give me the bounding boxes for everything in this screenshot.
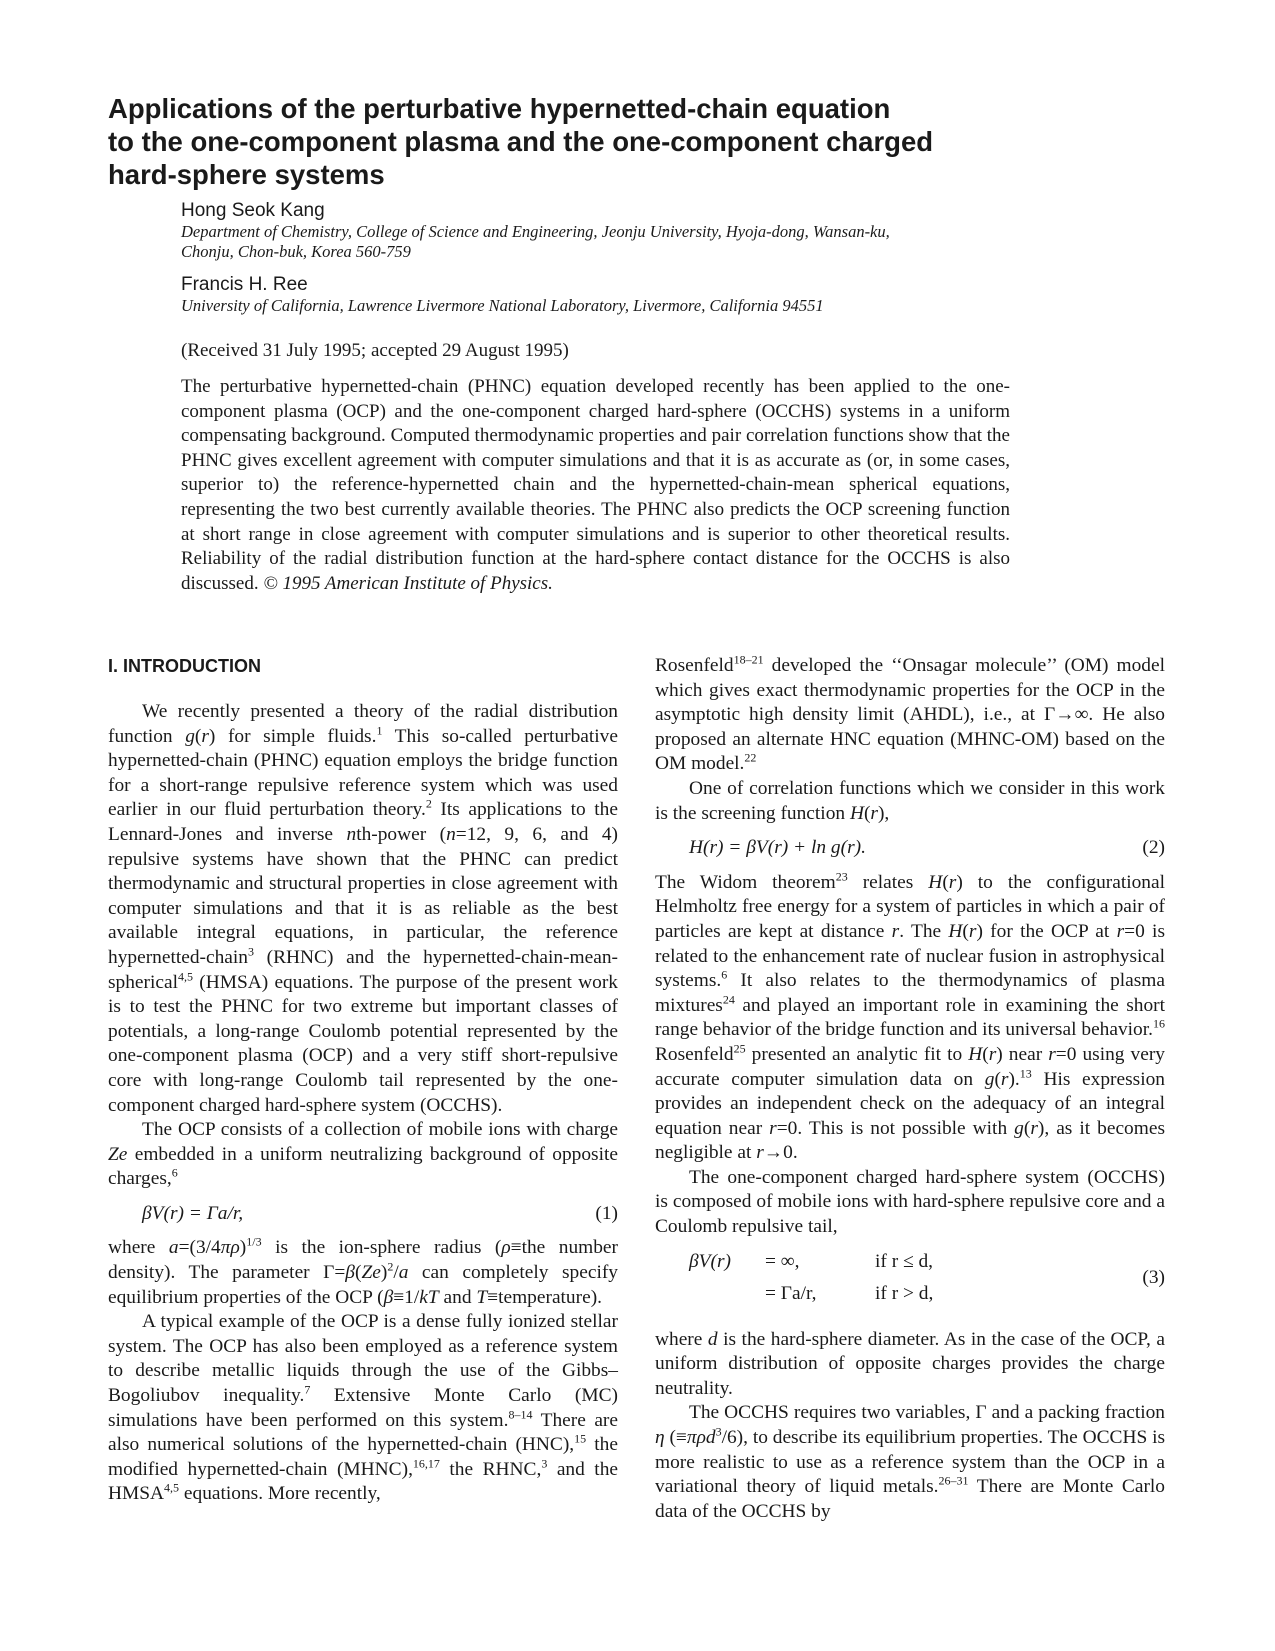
paragraph: where d is the hard-sphere diameter. As in the case of the OCP, a uniform distribution of opposite charges provides the charge neutrality. [655, 1328, 1166, 1399]
equation-number: (1) [595, 1202, 618, 1224]
affiliation-line: University of California, Lawrence Livermore National Laboratory, Livermore, California 94551 [181, 296, 824, 315]
paragraph: One of correlation functions which we consider in this work is the screening function H(r), [655, 777, 1165, 824]
equation-3 [655, 1250, 1165, 1310]
paragraph: We recently presented a theory of the radial distribution function g(r) for simple fluids.$^1$ This so-called perturbative hypernetted-chain (PHNC) equation employs the bridge function for a short-range repulsive reference system which was used earlier in our fluid perturbation theory.$^2$ Its applications to the Lennard-Jones and inverse nth-power (n=12, 9, 6, and 4) repulsive systems have shown that the PHNC can predict thermodynamic and structural properties in close agreement with computer simulations and that it is as reliable as the best available integral equations, in particular, the reference hypernetted-chain$^3$ (RHNC) and the hypernetted-chain-mean-spherical$^{4,5}$ (HMSA) equations. The purpose of the present work is to test the PHNC for two extreme but important classes of potentials, a long-range Coulomb potential represented by the one-component plasma (OCP) and a very stiff short-repulsive core with long-range Coulomb tail represented by the one-component charged hard-sphere system (OCCHS). [108, 701, 618, 1116]
affiliation-line: Chonju, Chon-buk, Korea 560-759 [181, 242, 411, 261]
abstract [181, 375, 1010, 596]
equation-lhs: βV(r) [689, 1250, 731, 1272]
title-line: to the one-component plasma and the one-component charged [108, 126, 934, 157]
paper-title [108, 92, 1008, 191]
paragraph: The one-component charged hard-sphere system (OCCHS) is composed of mobile ions with hard-sphere repulsive core and a Coulomb repulsive tail, [655, 1166, 1165, 1238]
left-column [108, 654, 618, 1507]
paragraph: A typical example of the OCP is a dense fully ionized stellar system. The OCP has also been employed as a reference system to describe metallic liquids through the use of the Gibbs–Bogoliubov inequality.$^7$ Extensive Monte Carlo (MC) simulations have been performed on this system.$^{8-14}$ There are also numerical solutions of the hypernetted-chain (HNC),$^{15}$ the modified hypernetted-chain (MHNC),$^{16,17}$ the RHNC,$^3$ and the HMSA$^{4,5}$ equations. More recently, [108, 1311, 619, 1505]
author-name: Hong Seok Kang [181, 200, 325, 221]
abstract-text: The perturbative hypernetted-chain (PHNC) equation developed recently has been applied to the one-component plasma (OCP) and the one-component charged hard-sphere (OCCHS) systems in a uniform compensating background. Computed thermodynamic properties and pair correlation functions show that the PHNC gives excellent agreement with computer simulations and that it is as accurate as (or, in some cases, superior to) the reference-hypernetted chain and the hypernetted-chain-mean spherical equations, representing the two best currently available theories. The PHNC also predicts the OCP screening function at short range in close agreement with computer simulations and is superior to other theoretical results. Reliability of the radial distribution function at the hard-sphere contact distance for the OCCHS is also discussed. [181, 376, 1010, 594]
copyright: © 1995 American Institute of Physics. [263, 572, 553, 594]
equation-number: (2) [1142, 837, 1165, 859]
equation-condition: if r ≤ d, [875, 1250, 934, 1272]
equation-number: (3) [1142, 1266, 1165, 1288]
equation-value: = ∞, [765, 1250, 800, 1272]
paragraph: The OCP consists of a collection of mobile ions with charge Ze embedded in a uniform neutralizing background of opposite charges,$^6$ [108, 1119, 618, 1190]
author-affiliation [181, 222, 1061, 262]
paragraph: The Widom theorem$^{23}$ relates H(r) to the configurational Helmholtz free energy for a system of particles in which a pair of particles are kept at distance r. The H(r) for the OCP at r=0 is related to the enhancement rate of nuclear fusion in astrophysical systems.$^6$ It also relates to the thermodynamics of plasma mixtures$^{24}$ and played an important role in examining the short range behavior of the bridge function and its universal behavior.$^{16}$ Rosenfeld$^{25}$ presented an analytic fit to H(r) near r=0 using very accurate computer simulation data on g(r).$^{13}$ His expression provides an independent check on the adequacy of an integral equation near r=0. This is not possible with g(r), as it becomes negligible at r→0. [655, 869, 1165, 1164]
paragraph: where $a=(3/4\pi\rho)^{1/3}$ is the ion-sphere radius (ρ≡the number density). The parameter $\Gamma=\beta(Ze)^2/a$ can completely specify equilibrium properties of the OCP (β≡1/kT and T≡temperature). [108, 1235, 618, 1308]
right-column [655, 654, 1165, 1524]
title-line: hard-sphere systems [108, 159, 385, 190]
author-affiliation [181, 296, 1061, 316]
equation-body: H(r) = βV(r) + ln g(r). [689, 837, 866, 859]
affiliation-line: Department of Chemistry, College of Science and Engineering, Jeonju University, Hyoja-dong, Wansan-ku, [181, 222, 890, 241]
equation-condition: if r > d, [875, 1282, 934, 1304]
received-dates: (Received 31 July 1995; accepted 29 August 1995) [181, 340, 569, 361]
paragraph: The OCCHS requires two variables, Γ and a packing fraction η (≡πρd$^3$/6), to describe its equilibrium properties. The OCCHS is more realistic to use as a reference system than the OCP in a variational theory of liquid metals.$^{26-31}$ There are Monte Carlo data of the OCCHS by [655, 1402, 1166, 1522]
author-name: Francis H. Ree [181, 274, 308, 295]
equation-2 [655, 836, 1165, 861]
section-heading: I. INTRODUCTION [108, 656, 261, 676]
equation-body: βV(r) = Γa/r, [142, 1202, 244, 1224]
equation-value: = Γa/r, [765, 1282, 817, 1304]
title-line: Applications of the perturbative hypernetted-chain equation [108, 93, 891, 124]
paragraph: Rosenfeld$^{18-21}$ developed the ‘‘Onsagar molecule’’ (OM) model which gives exact thermodynamic properties for the OCP in the asymptotic high density limit (AHDL), i.e., at Γ→∞. He also proposed an alternate HNC equation (MHNC-OM) based on the OM model.$^{22}$ [655, 652, 1165, 775]
equation-1 [108, 1202, 618, 1227]
